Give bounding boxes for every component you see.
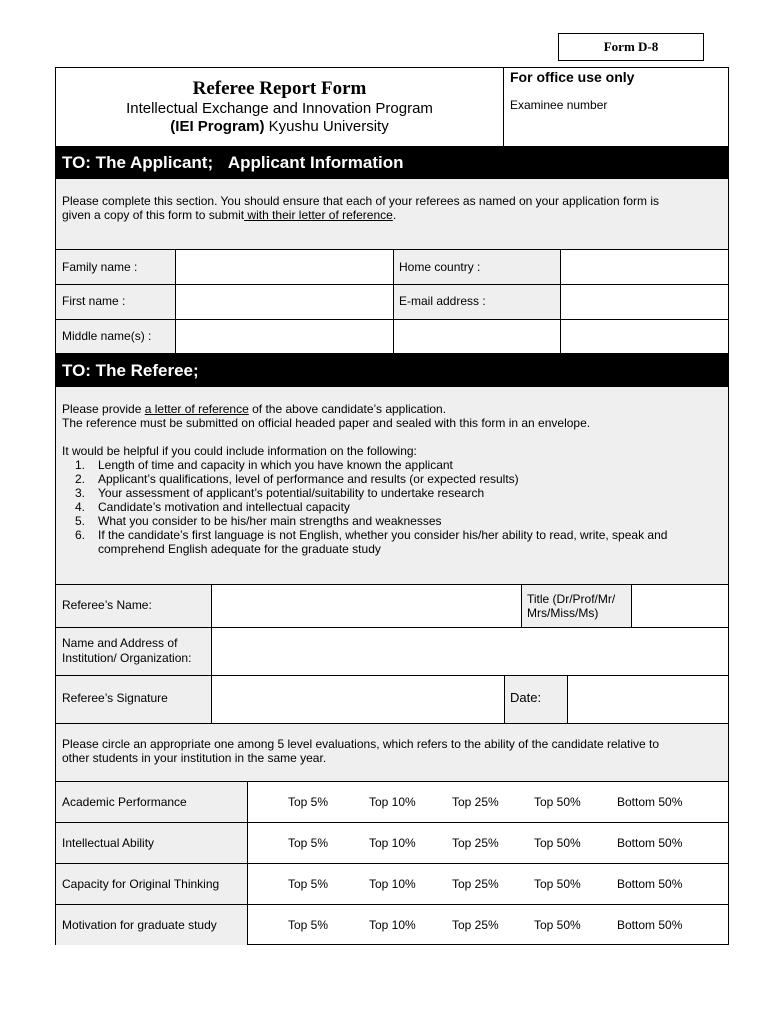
form-id-box [558, 33, 704, 61]
divider [504, 675, 505, 723]
applicant-instructions-line-1: Please complete this section. You should ensure that each of your referees as named on your application form is [62, 194, 660, 208]
applicant-band [56, 146, 728, 179]
list-number: 5. [75, 514, 86, 528]
referee-band [56, 354, 728, 387]
level-option-top-10[interactable]: Top 10% [369, 877, 416, 891]
list-item: If the candidate’s first language is not English, whether you consider his/her ability to read, write, speak and [98, 528, 668, 542]
level-option-top-5[interactable]: Top 5% [288, 795, 329, 809]
level-option-top-25[interactable]: Top 25% [452, 836, 499, 850]
level-option-top-5[interactable]: Top 5% [288, 877, 329, 891]
middle-name-field[interactable] [176, 320, 392, 353]
title-label: Title (Dr/Prof/Mr/ [527, 592, 616, 606]
form-frame [55, 67, 729, 945]
date-field[interactable] [568, 676, 728, 722]
institution-field[interactable] [212, 628, 728, 674]
institution-label-continued: Institution/ Organization: [62, 651, 192, 665]
referee-name-label: Referee’s Name: [62, 598, 152, 612]
level-option-top-50[interactable]: Top 50% [534, 918, 581, 932]
email-field[interactable] [561, 285, 728, 318]
instructions-text: given a copy of this form to submit [62, 208, 245, 222]
email-label: E-mail address : [399, 294, 486, 308]
criterion-intellectual-ability: Intellectual Ability [62, 836, 155, 850]
instructions-text: Please provide [62, 402, 145, 416]
instructions-underlined: with their letter of reference [244, 208, 393, 222]
divider [393, 249, 394, 353]
first-name-label: First name : [62, 294, 126, 308]
university-name: Kyushu University [268, 118, 389, 135]
level-option-top-10[interactable]: Top 10% [369, 795, 416, 809]
list-item-continued: comprehend English adequate for the graduate study [98, 542, 381, 556]
list-item: Candidate’s motivation and intellectual capacity [98, 500, 350, 514]
criterion-motivation: Motivation for graduate study [62, 918, 217, 932]
level-option-bottom-50[interactable]: Bottom 50% [617, 877, 683, 891]
level-option-top-50[interactable]: Top 50% [534, 836, 581, 850]
first-name-field[interactable] [176, 285, 392, 318]
list-number: 6. [75, 528, 86, 542]
family-name-label: Family name : [62, 260, 138, 274]
referee-name-field[interactable] [212, 585, 520, 626]
list-number: 3. [75, 486, 86, 500]
criterion-academic-performance: Academic Performance [62, 795, 187, 809]
institution-label: Name and Address of [62, 636, 178, 650]
form-title: Referee Report Form [192, 78, 367, 99]
referee-instructions-line-1 [62, 402, 446, 416]
list-item: Your assessment of applicant’s potential/suitability to undertake research [98, 486, 485, 500]
program-abbr: (IEI Program) [170, 118, 265, 135]
referee-band-label: TO: The Referee; [62, 361, 199, 380]
examinee-number-label: Examinee number [510, 98, 608, 112]
program-name: Intellectual Exchange and Innovation Program [126, 100, 433, 117]
form-id: Form D-8 [603, 39, 659, 54]
divider [56, 822, 728, 823]
level-option-bottom-50[interactable]: Bottom 50% [617, 795, 683, 809]
family-name-field[interactable] [176, 250, 392, 283]
evaluation-instructions-line-1: Please circle an appropriate one among 5 level evaluations, which refers to the ability of the candidate relative to [62, 737, 660, 751]
list-number: 4. [75, 500, 86, 514]
title-label-continued: Mrs/Miss/Ms) [527, 606, 599, 620]
middle-name-label: Middle name(s) : [62, 329, 152, 343]
home-country-field[interactable] [561, 250, 728, 283]
letter-of-reference-text: a letter of reference [144, 402, 249, 416]
date-label: Date: [510, 690, 542, 705]
level-option-top-25[interactable]: Top 25% [452, 795, 499, 809]
applicant-info-label: Applicant Information [227, 153, 404, 172]
level-option-top-10[interactable]: Top 10% [369, 836, 416, 850]
signature-field[interactable] [212, 676, 503, 722]
examinee-number-field[interactable] [504, 112, 728, 146]
level-option-top-25[interactable]: Top 25% [452, 918, 499, 932]
signature-label: Referee’s Signature [62, 691, 168, 705]
office-use-label: For office use only [510, 69, 635, 85]
referee-instructions-line-2: The reference must be submitted on official headed paper and sealed with this form in an envelope. [62, 416, 591, 430]
list-number: 1. [75, 458, 86, 472]
referee-instructions-line-3: It would be helpful if you could include information on the following: [62, 444, 417, 458]
program-line-2 [56, 118, 503, 136]
level-option-top-5[interactable]: Top 5% [288, 918, 329, 932]
list-item: Applicant’s qualifications, level of performance and results (or expected results) [98, 472, 519, 486]
level-option-top-25[interactable]: Top 25% [452, 877, 499, 891]
list-item: Length of time and capacity in which you have known the applicant [98, 458, 453, 472]
level-option-top-50[interactable]: Top 50% [534, 877, 581, 891]
home-country-label: Home country : [399, 260, 481, 274]
list-number: 2. [75, 472, 86, 486]
divider [56, 863, 728, 864]
level-option-bottom-50[interactable]: Bottom 50% [617, 836, 683, 850]
evaluation-instructions-line-2: other students in your institution in the same year. [62, 751, 327, 765]
referee-title-field[interactable] [632, 585, 728, 626]
level-option-top-50[interactable]: Top 50% [534, 795, 581, 809]
divider [56, 904, 728, 905]
applicant-instructions-line-2 [62, 208, 396, 222]
instructions-text: of the above candidate’s application. [248, 402, 447, 416]
applicant-band-label: TO: The Applicant; [62, 153, 214, 172]
list-item: What you consider to be his/her main strengths and weaknesses [98, 514, 442, 528]
level-option-bottom-50[interactable]: Bottom 50% [617, 918, 683, 932]
level-option-top-5[interactable]: Top 5% [288, 836, 329, 850]
divider [56, 319, 728, 320]
divider [521, 584, 522, 627]
level-option-top-10[interactable]: Top 10% [369, 918, 416, 932]
criterion-original-thinking: Capacity for Original Thinking [62, 877, 220, 891]
instructions-period: . [392, 208, 397, 222]
